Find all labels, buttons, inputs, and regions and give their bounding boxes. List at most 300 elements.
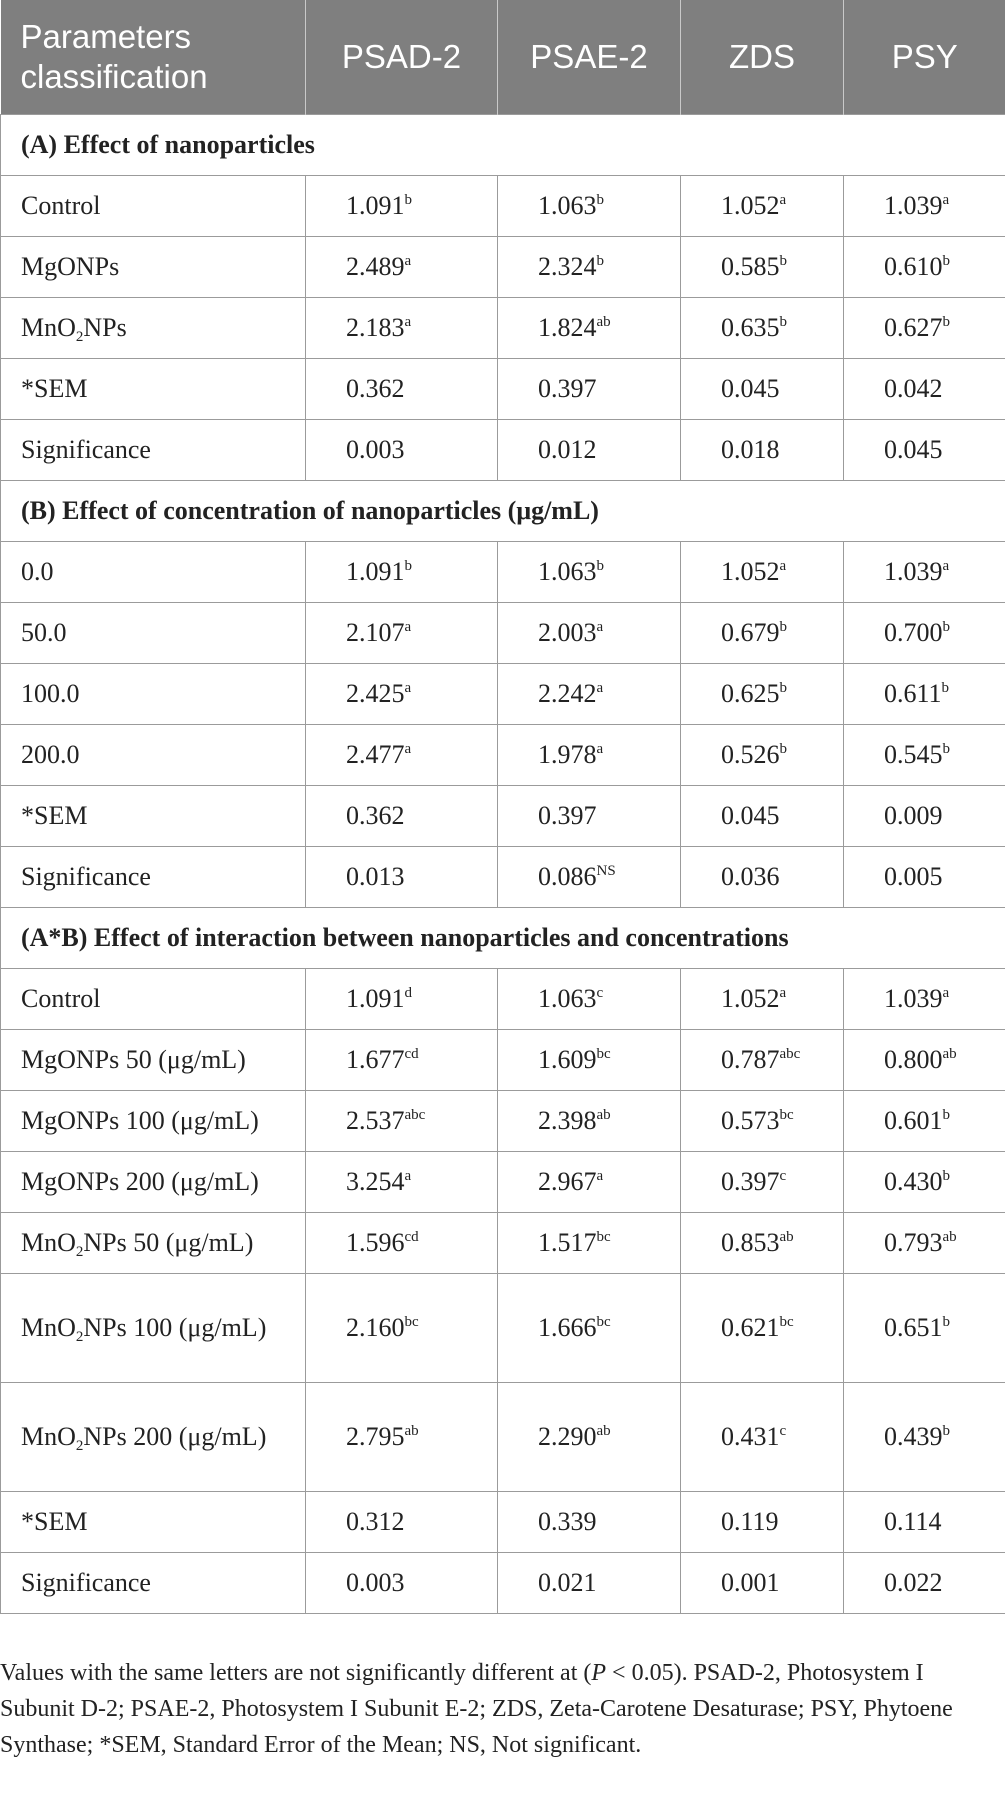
value: 1.824 <box>538 313 597 342</box>
value-cell <box>498 237 681 298</box>
value-cell <box>681 1152 844 1213</box>
row-label <box>1 969 306 1030</box>
value: 0.086 <box>538 862 597 891</box>
value-cell <box>844 969 1005 1030</box>
table-row <box>1 237 1005 298</box>
value-cell <box>681 1213 844 1274</box>
value: 0.601 <box>884 1106 943 1135</box>
significance-letter: b <box>779 619 787 635</box>
value: 1.039 <box>884 984 943 1013</box>
significance-letter: c <box>779 1168 787 1184</box>
table-row <box>1 969 1005 1030</box>
row-label <box>1 603 306 664</box>
value-cell <box>498 1492 681 1553</box>
value-cell <box>844 1492 1005 1553</box>
value-cell <box>681 298 844 359</box>
value-cell <box>844 1274 1005 1383</box>
significance-letter: b <box>596 558 604 574</box>
value-cell <box>306 298 498 359</box>
significance-letter: b <box>942 1423 950 1439</box>
significance-letter: ab <box>596 314 611 330</box>
value: 0.573 <box>721 1106 780 1135</box>
value-cell <box>306 1492 498 1553</box>
value-cell <box>681 603 844 664</box>
value-cell <box>681 420 844 481</box>
row-label-text: Control <box>21 984 101 1013</box>
value: 2.290 <box>538 1422 597 1451</box>
value: 0.003 <box>346 435 405 464</box>
value-cell <box>844 176 1005 237</box>
value-cell <box>681 1091 844 1152</box>
value: 0.022 <box>884 1568 943 1597</box>
significance-letter: cd <box>404 1046 419 1062</box>
footnote-part1: Values with the same letters are not significantly different at ( <box>0 1660 592 1686</box>
value-cell <box>498 420 681 481</box>
significance-letter: b <box>942 1314 950 1330</box>
value-cell <box>844 542 1005 603</box>
table-row <box>1 1274 1005 1383</box>
value: 0.651 <box>884 1313 943 1342</box>
value: 0.397 <box>538 801 597 830</box>
row-label-rest: NPs <box>83 313 127 342</box>
value-cell <box>681 1030 844 1091</box>
row-label-text: MgONPs 200 (μg/mL) <box>21 1167 259 1196</box>
row-label <box>1 1553 306 1614</box>
value: 0.018 <box>721 435 780 464</box>
value-cell <box>498 664 681 725</box>
value-cell <box>498 542 681 603</box>
table-footnote <box>0 1655 1000 1763</box>
row-label <box>1 725 306 786</box>
value-cell <box>498 725 681 786</box>
table-row <box>1 1152 1005 1213</box>
value-cell <box>306 1383 498 1492</box>
significance-letter: b <box>942 741 950 757</box>
significance-letter: a <box>596 1168 604 1184</box>
row-label-text: Significance <box>21 862 151 891</box>
significance-letter: b <box>942 253 950 269</box>
significance-letter: a <box>596 680 604 696</box>
significance-letter: bc <box>404 1314 419 1330</box>
value: 1.091 <box>346 984 405 1013</box>
significance-letter: b <box>779 741 787 757</box>
value: 1.978 <box>538 740 597 769</box>
value-cell <box>844 1152 1005 1213</box>
significance-letter: a <box>404 619 412 635</box>
value-cell <box>681 969 844 1030</box>
value-cell <box>844 603 1005 664</box>
value-cell <box>844 664 1005 725</box>
value-cell <box>681 176 844 237</box>
row-label-text: *SEM <box>21 374 88 403</box>
row-label-text: MnO <box>21 1228 76 1257</box>
table-row <box>1 1492 1005 1553</box>
value: 1.039 <box>884 557 943 586</box>
value-cell <box>498 176 681 237</box>
row-label <box>1 359 306 420</box>
value: 1.677 <box>346 1045 405 1074</box>
value-cell <box>681 1383 844 1492</box>
footnote-p-italic: P <box>591 1660 607 1686</box>
significance-letter: d <box>404 985 412 1001</box>
row-label-text: Significance <box>21 1568 151 1597</box>
table-row <box>1 420 1005 481</box>
value-cell <box>844 725 1005 786</box>
value: 0.001 <box>721 1568 780 1597</box>
row-label-text: *SEM <box>21 1507 88 1536</box>
significance-letter: a <box>942 985 950 1001</box>
significance-letter: ab <box>596 1423 611 1439</box>
value: 0.793 <box>884 1228 943 1257</box>
value: 1.666 <box>538 1313 597 1342</box>
header-row <box>1 0 1005 115</box>
value: 2.795 <box>346 1422 405 1451</box>
value-cell <box>844 847 1005 908</box>
value: 0.439 <box>884 1422 943 1451</box>
significance-letter: ab <box>404 1423 419 1439</box>
significance-letter: b <box>942 1168 950 1184</box>
row-label <box>1 1152 306 1213</box>
significance-letter: b <box>779 253 787 269</box>
value-cell <box>306 1091 498 1152</box>
value: 0.012 <box>538 435 597 464</box>
table-row <box>1 298 1005 359</box>
header-psae2: PSAE-2 <box>498 0 681 115</box>
value: 0.610 <box>884 252 943 281</box>
value: 0.045 <box>884 435 943 464</box>
significance-letter: a <box>779 985 787 1001</box>
table-row <box>1 176 1005 237</box>
value: 0.635 <box>721 313 780 342</box>
row-label-rest: NPs 200 (μg/mL) <box>83 1422 267 1451</box>
value-cell <box>306 1213 498 1274</box>
section-title: (B) Effect of concentration of nanoparticles (μg/mL) <box>1 481 1005 542</box>
value: 1.596 <box>346 1228 405 1257</box>
table-row <box>1 1091 1005 1152</box>
value-cell <box>844 359 1005 420</box>
value: 0.312 <box>346 1507 405 1536</box>
significance-letter: a <box>779 558 787 574</box>
row-label-subscript: 2 <box>75 1244 84 1260</box>
value: 2.489 <box>346 252 405 281</box>
value: 0.679 <box>721 618 780 647</box>
value-cell <box>681 1553 844 1614</box>
value: 1.091 <box>346 191 405 220</box>
value: 0.545 <box>884 740 943 769</box>
value-cell <box>306 1553 498 1614</box>
significance-letter: b <box>596 192 604 208</box>
value: 2.160 <box>346 1313 405 1342</box>
value-cell <box>306 969 498 1030</box>
table-row <box>1 359 1005 420</box>
value: 3.254 <box>346 1167 405 1196</box>
value: 1.039 <box>884 191 943 220</box>
value: 0.397 <box>721 1167 780 1196</box>
value: 0.119 <box>721 1507 779 1536</box>
value: 1.052 <box>721 984 780 1013</box>
significance-letter: b <box>404 192 412 208</box>
value-cell <box>681 725 844 786</box>
value-cell <box>498 1213 681 1274</box>
value: 0.042 <box>884 374 943 403</box>
table-row <box>1 603 1005 664</box>
value-cell <box>306 786 498 847</box>
row-label-subscript: 2 <box>75 1438 84 1454</box>
row-label <box>1 1091 306 1152</box>
significance-letter: a <box>942 558 950 574</box>
significance-letter: b <box>942 619 950 635</box>
value-cell <box>681 237 844 298</box>
table-row <box>1 1553 1005 1614</box>
value-cell <box>844 298 1005 359</box>
row-label-subscript: 2 <box>75 1329 84 1345</box>
significance-letter: a <box>779 192 787 208</box>
value: 0.013 <box>346 862 405 891</box>
row-label <box>1 1274 306 1383</box>
row-label-text: *SEM <box>21 801 88 830</box>
value: 0.800 <box>884 1045 943 1074</box>
row-label-text: MnO <box>21 1422 76 1451</box>
row-label <box>1 847 306 908</box>
table-row <box>1 1030 1005 1091</box>
row-label-rest: NPs 100 (μg/mL) <box>83 1313 267 1342</box>
significance-letter: a <box>404 314 412 330</box>
significance-letter: b <box>942 314 950 330</box>
value-cell <box>498 969 681 1030</box>
significance-letter: bc <box>596 1314 611 1330</box>
value-cell <box>306 420 498 481</box>
value-cell <box>844 237 1005 298</box>
significance-letter: abc <box>404 1107 426 1123</box>
value-cell <box>306 664 498 725</box>
value-cell <box>498 359 681 420</box>
value: 0.045 <box>721 801 780 830</box>
table-row <box>1 1213 1005 1274</box>
row-label <box>1 664 306 725</box>
value: 2.183 <box>346 313 405 342</box>
value-cell <box>498 1030 681 1091</box>
section-title: (A) Effect of nanoparticles <box>1 115 1005 176</box>
row-label <box>1 298 306 359</box>
value: 1.517 <box>538 1228 597 1257</box>
value: 1.091 <box>346 557 405 586</box>
row-label-text: 50.0 <box>21 618 67 647</box>
value: 0.339 <box>538 1507 597 1536</box>
value: 0.625 <box>721 679 780 708</box>
row-label-text: MnO <box>21 1313 76 1342</box>
significance-letter: ab <box>596 1107 611 1123</box>
value-cell <box>498 1383 681 1492</box>
value: 0.700 <box>884 618 943 647</box>
value-cell <box>844 420 1005 481</box>
row-label <box>1 1030 306 1091</box>
value-cell <box>306 1274 498 1383</box>
row-label <box>1 237 306 298</box>
table-row <box>1 542 1005 603</box>
row-label <box>1 542 306 603</box>
value: 1.063 <box>538 557 597 586</box>
value: 2.003 <box>538 618 597 647</box>
significance-letter: ab <box>779 1229 794 1245</box>
row-label <box>1 1383 306 1492</box>
significance-letter: cd <box>404 1229 419 1245</box>
value: 2.477 <box>346 740 405 769</box>
row-label-text: 200.0 <box>21 740 80 769</box>
significance-letter: b <box>596 253 604 269</box>
value: 0.362 <box>346 374 405 403</box>
value: 1.052 <box>721 557 780 586</box>
header-zds: ZDS <box>681 0 844 115</box>
row-label-text: MnO <box>21 313 76 342</box>
significance-letter: a <box>404 680 412 696</box>
value: 1.609 <box>538 1045 597 1074</box>
value: 0.021 <box>538 1568 597 1597</box>
footnote-part2: < 0.05). PSAD-2, Photosystem I Subunit D-2; PSAE-2, Photosystem I Subunit E-2; ZDS, Zeta-Carotene Desaturase; PSY, Phytoene Synthase; *SEM, Standard Error of the Mean; NS, Not significant. <box>0 1660 953 1758</box>
significance-letter: a <box>404 741 412 757</box>
value-cell <box>498 1274 681 1383</box>
value-cell <box>498 786 681 847</box>
value-cell <box>306 237 498 298</box>
value-cell <box>498 603 681 664</box>
significance-letter: b <box>942 1107 950 1123</box>
value: 2.107 <box>346 618 405 647</box>
significance-letter: bc <box>779 1107 794 1123</box>
value: 0.397 <box>538 374 597 403</box>
value-cell <box>844 1213 1005 1274</box>
significance-letter: a <box>942 192 950 208</box>
value: 0.627 <box>884 313 943 342</box>
value: 0.003 <box>346 1568 405 1597</box>
value: 0.009 <box>884 801 943 830</box>
significance-letter: bc <box>779 1314 794 1330</box>
header-parameters: Parameters classification <box>1 0 306 115</box>
value-cell <box>844 1383 1005 1492</box>
row-label-text: MgONPs 100 (μg/mL) <box>21 1106 259 1135</box>
value-cell <box>306 725 498 786</box>
row-label <box>1 786 306 847</box>
section-row <box>1 908 1005 969</box>
value-cell <box>306 847 498 908</box>
significance-letter: a <box>404 253 412 269</box>
significance-letter: b <box>779 680 787 696</box>
row-label-text: 0.0 <box>21 557 54 586</box>
value-cell <box>306 359 498 420</box>
value: 0.853 <box>721 1228 780 1257</box>
row-label <box>1 176 306 237</box>
value: 1.063 <box>538 984 597 1013</box>
row-label-text: 100.0 <box>21 679 80 708</box>
value: 0.431 <box>721 1422 780 1451</box>
value: 2.425 <box>346 679 405 708</box>
value-cell <box>498 1091 681 1152</box>
value: 2.398 <box>538 1106 597 1135</box>
significance-letter: b <box>779 314 787 330</box>
section-row <box>1 481 1005 542</box>
significance-letter: bc <box>596 1229 611 1245</box>
table-row <box>1 725 1005 786</box>
row-label-text: MgONPs <box>21 252 120 281</box>
row-label-rest: NPs 50 (μg/mL) <box>83 1228 254 1257</box>
value-cell <box>681 847 844 908</box>
value: 0.036 <box>721 862 780 891</box>
value: 0.621 <box>721 1313 780 1342</box>
significance-letter: ab <box>942 1229 957 1245</box>
value-cell <box>681 1492 844 1553</box>
significance-letter: abc <box>779 1046 801 1062</box>
header-psy: PSY <box>844 0 1005 115</box>
row-label-text: Control <box>21 191 101 220</box>
significance-letter: c <box>596 985 604 1001</box>
value: 0.005 <box>884 862 943 891</box>
value-cell <box>844 1091 1005 1152</box>
significance-letter: b <box>404 558 412 574</box>
value: 0.045 <box>721 374 780 403</box>
value: 0.787 <box>721 1045 780 1074</box>
value: 0.611 <box>884 679 942 708</box>
significance-letter: a <box>596 619 604 635</box>
section-row <box>1 115 1005 176</box>
row-label <box>1 1492 306 1553</box>
table-row <box>1 664 1005 725</box>
value: 2.537 <box>346 1106 405 1135</box>
value-cell <box>498 1553 681 1614</box>
value: 2.324 <box>538 252 597 281</box>
table-row <box>1 786 1005 847</box>
section-title: (A*B) Effect of interaction between nanoparticles and concentrations <box>1 908 1005 969</box>
table-body <box>1 115 1005 1614</box>
value-cell <box>306 542 498 603</box>
significance-letter: NS <box>596 863 616 879</box>
header-psad2: PSAD-2 <box>306 0 498 115</box>
value-cell <box>844 1030 1005 1091</box>
value: 2.967 <box>538 1167 597 1196</box>
value-cell <box>306 176 498 237</box>
value: 1.052 <box>721 191 780 220</box>
value: 0.362 <box>346 801 405 830</box>
value: 0.430 <box>884 1167 943 1196</box>
value: 2.242 <box>538 679 597 708</box>
value: 0.526 <box>721 740 780 769</box>
value: 1.063 <box>538 191 597 220</box>
value-cell <box>844 786 1005 847</box>
significance-letter: b <box>941 680 950 696</box>
row-label-text: MgONPs 50 (μg/mL) <box>21 1045 246 1074</box>
value-cell <box>844 1553 1005 1614</box>
significance-letter: a <box>596 741 604 757</box>
row-label-text: Significance <box>21 435 151 464</box>
value-cell <box>498 298 681 359</box>
value-cell <box>681 542 844 603</box>
row-label-subscript: 2 <box>75 329 84 345</box>
value-cell <box>681 1274 844 1383</box>
table-row <box>1 847 1005 908</box>
value-cell <box>498 847 681 908</box>
significance-letter: bc <box>596 1046 611 1062</box>
value: 0.585 <box>721 252 780 281</box>
value-cell <box>681 359 844 420</box>
significance-letter: c <box>779 1423 787 1439</box>
value-cell <box>306 1152 498 1213</box>
significance-letter: a <box>404 1168 412 1184</box>
value-cell <box>498 1152 681 1213</box>
significance-letter: ab <box>942 1046 957 1062</box>
value-cell <box>306 1030 498 1091</box>
value: 0.114 <box>884 1507 942 1536</box>
table-row <box>1 1383 1005 1492</box>
value-cell <box>681 664 844 725</box>
row-label <box>1 420 306 481</box>
value-cell <box>681 786 844 847</box>
